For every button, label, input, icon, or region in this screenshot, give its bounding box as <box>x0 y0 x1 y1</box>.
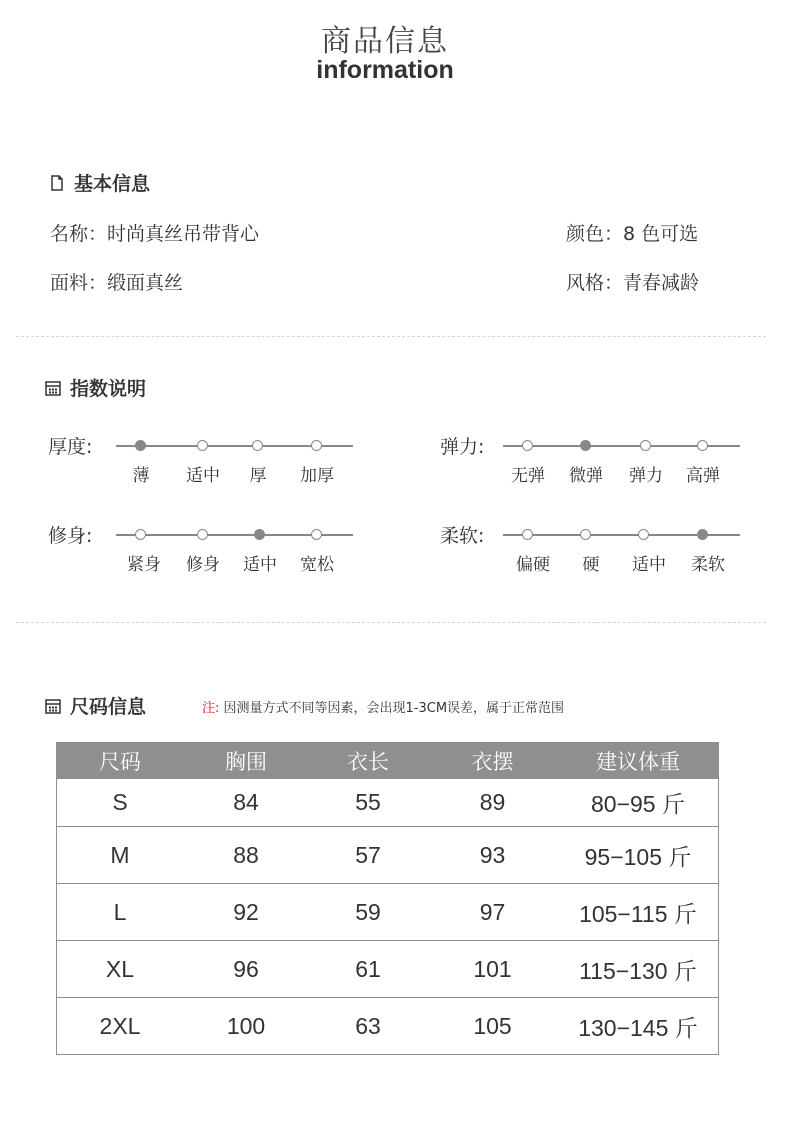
softness-option: 偏硬 <box>516 555 550 575</box>
table-cell: 97 <box>427 884 558 941</box>
fit-label: 修身: <box>48 525 93 547</box>
softness-dot-2 <box>580 529 591 540</box>
elasticity-option: 高弹 <box>686 466 720 486</box>
table-cell: 96 <box>183 941 309 998</box>
table-cell: 115−130 斤 <box>558 941 719 998</box>
table-cell: 61 <box>309 941 427 998</box>
page-subtitle: information <box>316 56 454 84</box>
table-cell: 105−115 斤 <box>558 884 719 941</box>
size-table <box>56 742 719 1055</box>
fit-dot-4 <box>311 529 322 540</box>
thickness-option: 加厚 <box>300 466 334 486</box>
thickness-option: 适中 <box>186 466 220 486</box>
softness-label: 柔软: <box>440 525 485 547</box>
header-cell: 建议体重 <box>558 743 719 779</box>
header-cell: 衣长 <box>309 743 427 779</box>
header-cell: 尺码 <box>57 743 184 779</box>
softness-option: 柔软 <box>691 555 725 575</box>
size-note-text: 因测量方式不同等因素，会出现1-3CM误差，属于正常范围 <box>223 701 565 716</box>
table-row <box>57 941 719 998</box>
table-cell: 80−95 斤 <box>558 779 719 827</box>
fit-dot-1 <box>135 529 146 540</box>
fit-option: 宽松 <box>300 555 334 575</box>
page-title: 商品信息 <box>321 24 449 59</box>
product-style: 风格：青春减龄 <box>566 272 700 294</box>
thickness-label: 厚度: <box>48 436 93 458</box>
calendar-icon <box>44 379 62 397</box>
elasticity-label: 弹力: <box>440 436 485 458</box>
table-cell: 88 <box>183 827 309 884</box>
thickness-option: 薄 <box>132 466 150 486</box>
table-cell: 2XL <box>57 998 184 1055</box>
table-cell: 55 <box>309 779 427 827</box>
calendar-icon <box>44 697 62 715</box>
thickness-dot-2 <box>197 440 208 451</box>
table-cell: 93 <box>427 827 558 884</box>
table-cell: 105 <box>427 998 558 1055</box>
index-title: 指数说明 <box>70 378 147 400</box>
table-cell: 84 <box>183 779 309 827</box>
elasticity-dot-2 <box>580 440 591 451</box>
table-cell: M <box>57 827 184 884</box>
table-cell: 130−145 斤 <box>558 998 719 1055</box>
elasticity-dot-3 <box>640 440 651 451</box>
table-row <box>57 779 719 827</box>
softness-dot-1 <box>522 529 533 540</box>
size-heading <box>44 692 146 719</box>
softness-option: 适中 <box>632 555 666 575</box>
elasticity-option: 弹力 <box>629 466 663 486</box>
fit-dot-2 <box>197 529 208 540</box>
product-color: 颜色：8 色可选 <box>566 223 699 245</box>
size-note-prefix: 注: <box>202 701 220 716</box>
fit-dot-3 <box>254 529 265 540</box>
table-row <box>57 827 719 884</box>
size-title: 尺码信息 <box>70 696 147 718</box>
table-cell: 59 <box>309 884 427 941</box>
basic-info-title: 基本信息 <box>74 173 151 195</box>
product-name: 名称：时尚真丝吊带背心 <box>50 223 260 245</box>
table-cell: S <box>57 779 184 827</box>
table-cell: 95−105 斤 <box>558 827 719 884</box>
table-row <box>57 884 719 941</box>
table-cell: 101 <box>427 941 558 998</box>
product-fabric: 面料：缎面真丝 <box>50 272 184 294</box>
table-cell: 89 <box>427 779 558 827</box>
header-cell: 衣摆 <box>427 743 558 779</box>
fit-option: 修身 <box>186 555 220 575</box>
fit-option: 紧身 <box>127 555 161 575</box>
basic-info-heading <box>48 169 150 196</box>
header-cell: 胸围 <box>183 743 309 779</box>
index-heading <box>44 374 146 401</box>
elasticity-option: 无弹 <box>511 466 545 486</box>
document-icon <box>48 174 66 192</box>
thickness-option: 厚 <box>249 466 267 486</box>
thickness-dot-1 <box>135 440 146 451</box>
softness-dot-3 <box>638 529 649 540</box>
thickness-dot-3 <box>252 440 263 451</box>
softness-dot-4 <box>697 529 708 540</box>
table-cell: 57 <box>309 827 427 884</box>
table-cell: 92 <box>183 884 309 941</box>
softness-option: 硬 <box>582 555 600 575</box>
size-table-header <box>57 743 719 779</box>
table-row <box>57 998 719 1055</box>
size-note <box>202 697 564 716</box>
divider <box>16 622 766 623</box>
elasticity-option: 微弹 <box>569 466 603 486</box>
table-cell: 100 <box>183 998 309 1055</box>
elasticity-dot-1 <box>522 440 533 451</box>
thickness-dot-4 <box>311 440 322 451</box>
elasticity-dot-4 <box>697 440 708 451</box>
table-cell: L <box>57 884 184 941</box>
table-cell: 63 <box>309 998 427 1055</box>
table-cell: XL <box>57 941 184 998</box>
fit-option: 适中 <box>243 555 277 575</box>
divider <box>16 336 766 337</box>
